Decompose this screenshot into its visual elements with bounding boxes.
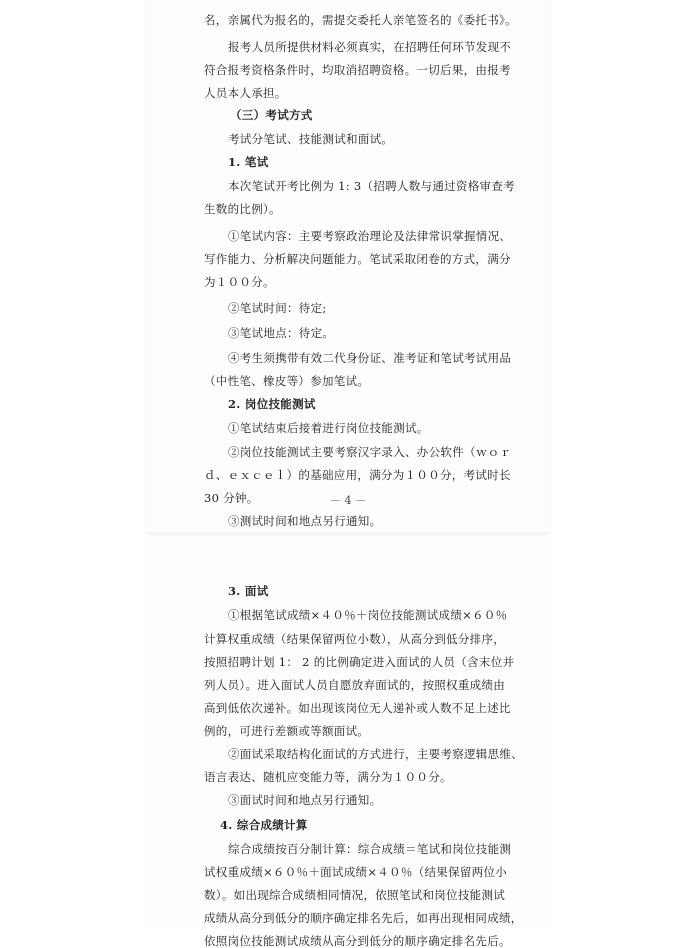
text-line: ｄ、ｅｘｃｅｌ）的基础应用，满分为１００分，考试时长	[204, 468, 511, 482]
text-line: ②岗位技能测试主要考察汉字录入、办公软件（ｗｏｒ	[228, 445, 512, 459]
text-line: 列人员）。进入面试人员自愿放弃面试的，按照权重成绩由	[204, 678, 506, 692]
text-line: （中性笔、橡皮等）参加笔试。	[204, 374, 370, 388]
text-line: 本次笔试开考比例为 1: 3（招聘人数与通过资格审查考	[228, 179, 515, 193]
text-line: 考试分笔试、技能测试和面试。	[228, 132, 394, 146]
text-line: 例的，可进行差额或等额面试。	[204, 724, 370, 738]
document-page-5	[146, 536, 550, 948]
text-line: 语言表达、随机应变能力等，满分为１００分。	[204, 770, 452, 784]
subsection-heading: 4. 综合成绩计算	[220, 818, 308, 832]
page-number: － 4 －	[330, 494, 366, 507]
text-line: ④考生须携带有效二代身份证、准考证和笔试考试用品	[228, 351, 512, 365]
text-line: 高到低依次递补。如出现该岗位无人递补或人数不足上述比	[204, 701, 511, 715]
text-line: ③测试时间和地点另行通知。	[228, 514, 382, 528]
text-line: 综合成绩按百分制计算：综合成绩＝笔试和岗位技能测	[228, 842, 512, 856]
text-line: ②笔试时间：待定;	[228, 301, 327, 315]
section-heading: （三）考试方式	[230, 108, 313, 122]
text-line: ①笔试结束后接着进行岗位技能测试。	[228, 421, 429, 435]
text-line: ②面试采取结构化面试的方式进行，主要考察逻辑思维、	[228, 747, 523, 761]
text-line: 写作能力、分析解决问题能力。笔试采取闭卷的方式，满分	[204, 252, 511, 266]
text-line: 生数的比例）。	[204, 202, 281, 216]
text-line: 名，亲属代为报名的，需提交委托人亲笔签名的《委托书》。	[204, 13, 517, 27]
text-line: 报考人员所提供材料必须真实，在招聘任何环节发现不	[228, 40, 512, 54]
text-line: 试权重成绩×６０％＋面试成绩×４０％（结果保留两位小	[204, 865, 508, 879]
subsection-heading: 2. 岗位技能测试	[228, 397, 316, 411]
text-line: 按照招聘计划 1： 2 的比例确定进入面试的人员（含末位并	[204, 655, 515, 669]
subsection-heading: 3. 面试	[228, 584, 269, 598]
text-line: ③笔试地点：待定。	[228, 326, 335, 340]
text-line: 成绩从高分到低分的顺序确定排名先后，如再出现相同成绩，	[204, 911, 523, 925]
text-line: 人员本人承担。	[204, 86, 287, 100]
text-line: 符合报考资格条件时，均取消招聘资格。一切后果，由报考	[204, 63, 511, 77]
document-page-4	[146, 0, 550, 532]
text-line: 依照岗位技能测试成绩从高分到低分的顺序确定排名先后。	[204, 934, 511, 948]
text-line: 计算权重成绩（结果保留两位小数），从高分到低分排序，	[204, 632, 506, 646]
text-line: ①笔试内容：主要考察政治理论及法律常识掌握情况、	[228, 229, 512, 243]
text-line: ①根据笔试成绩×４０％＋岗位技能测试成绩×６０％	[228, 608, 508, 622]
subsection-heading: 1. 笔试	[228, 155, 269, 169]
text-line: ③面试时间和地点另行通知。	[228, 793, 382, 807]
text-line: 数）。如出现综合成绩相同情况，依照笔试和岗位技能测试	[204, 888, 506, 902]
text-line: 为１００分。	[204, 275, 275, 289]
text-line: 30 分钟。	[204, 491, 259, 505]
